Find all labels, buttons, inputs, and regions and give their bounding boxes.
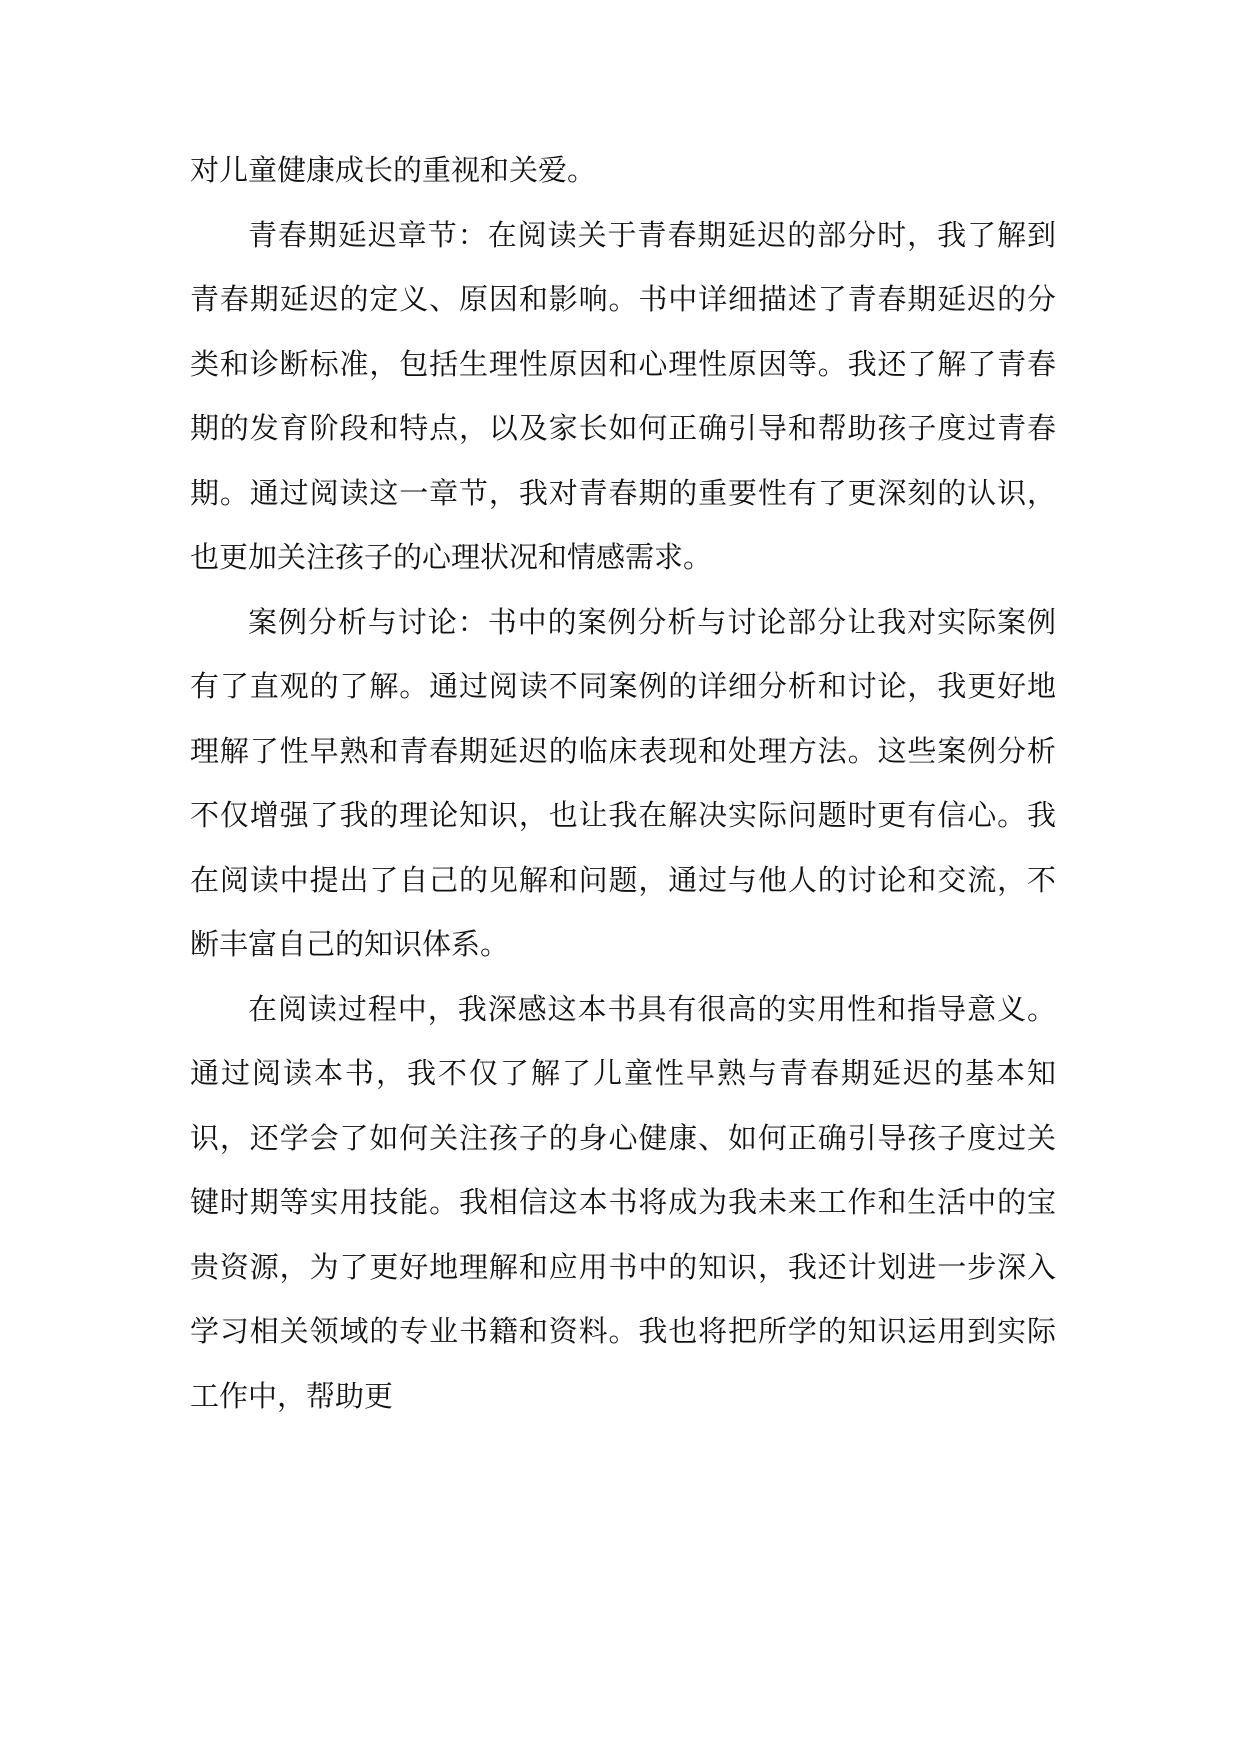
paragraph-continuation: 对儿童健康成长的重视和关爱。 [190, 153, 597, 187]
document-body [190, 138, 1056, 1428]
paragraph-case-analysis: 案例分析与讨论：书中的案例分析与讨论部分让我对实际案例有了直观的了解。通过阅读不同案例的详细分析和讨论，我更好地理解了性早熟和青春期延迟的临床表现和处理方法。这些案例分析不仅增强了我的理论知识，也让我在解决实际问题时更有信心。我在阅读中提出了自己的见解和问题，通过与他人的讨论和交流，不断丰富自己的知识体系。 [190, 604, 1056, 961]
paragraph-reading-reflection: 在阅读过程中，我深感这本书具有很高的实用性和指导意义。通过阅读本书，我不仅了解了儿童性早熟与青春期延迟的基本知识，还学会了如何关注孩子的身心健康、如何正确引导孩子度过关键时期等实用技能。我相信这本书将成为我未来工作和生活中的宝贵资源，为了更好地理解和应用书中的知识，我还计划进一步深入学习相关领域的专业书籍和资料。我也将把所学的知识运用到实际工作中，帮助更 [190, 991, 1056, 1413]
paragraph-puberty-delay: 青春期延迟章节：在阅读关于青春期延迟的部分时，我了解到青春期延迟的定义、原因和影响。书中详细描述了青春期延迟的分类和诊断标准，包括生理性原因和心理性原因等。我还了解了青春期的发育阶段和特点，以及家长如何正确引导和帮助孩子度过青春期。通过阅读这一章节，我对青春期的重要性有了更深刻的认识，也更加关注孩子的心理状况和情感需求。 [190, 217, 1056, 574]
